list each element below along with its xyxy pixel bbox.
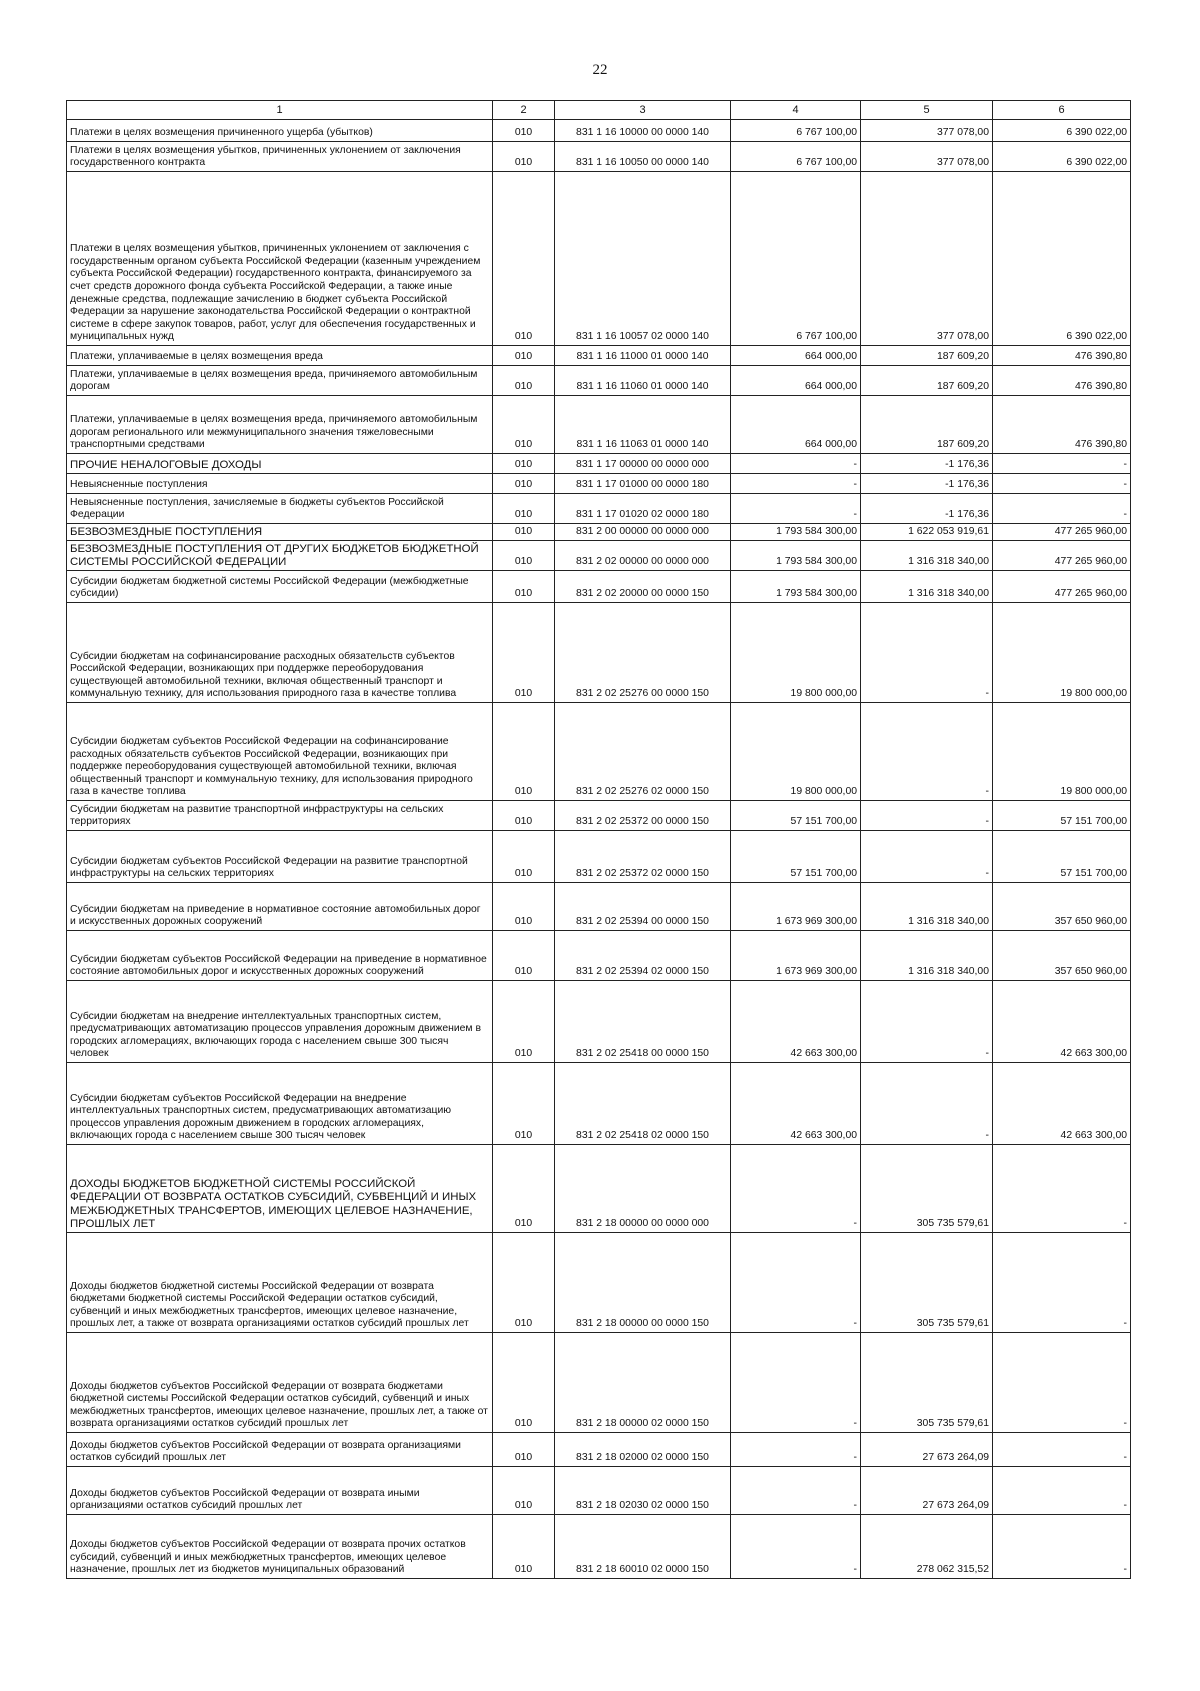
row-kbk: 831 1 16 10057 02 0000 140 [555, 172, 731, 346]
table-row [67, 396, 1131, 454]
row-kbk: 831 2 02 20000 00 0000 150 [555, 571, 731, 603]
row-name: Доходы бюджетов субъектов Российской Федерации от возврата прочих остатков субсидий, субвенций и иных межбюджетных трансфертов, имеющих целевое назначение, прошлых лет из бюджетов муниципальных образований [67, 1515, 493, 1579]
report-table [66, 100, 1131, 1579]
row-name: Платежи, уплачиваемые в целях возмещения вреда, причиняемого автомобильным дорогам регионального или межмуниципального значения тяжеловесными транспортными средствами [67, 396, 493, 454]
row-executed: 187 609,20 [861, 396, 993, 454]
row-code: 010 [493, 1063, 555, 1145]
row-approved: 42 663 300,00 [731, 981, 861, 1063]
row-unexecuted: 42 663 300,00 [993, 1063, 1131, 1145]
table-row [67, 120, 1131, 142]
row-approved: 6 767 100,00 [731, 172, 861, 346]
row-code: 010 [493, 831, 555, 883]
table-row [67, 1333, 1131, 1433]
row-approved: 1 673 969 300,00 [731, 931, 861, 981]
row-unexecuted: - [993, 474, 1131, 494]
row-approved: 1 673 969 300,00 [731, 883, 861, 931]
row-unexecuted: 477 265 960,00 [993, 524, 1131, 541]
table-row [67, 703, 1131, 801]
table-row [67, 603, 1131, 703]
row-executed: 187 609,20 [861, 366, 993, 396]
row-name: Субсидии бюджетам субъектов Российской Федерации на приведение в нормативное состояние автомобильных дорог и искусственных дорожных сооружений [67, 931, 493, 981]
row-approved: 664 000,00 [731, 346, 861, 366]
row-name: Доходы бюджетов субъектов Российской Федерации от возврата организациями остатков субсидий прошлых лет [67, 1433, 493, 1467]
table-row [67, 1433, 1131, 1467]
row-code: 010 [493, 366, 555, 396]
row-name: Платежи в целях возмещения причиненного ущерба (убытков) [67, 120, 493, 142]
row-executed: 305 735 579,61 [861, 1145, 993, 1233]
table-row [67, 831, 1131, 883]
row-kbk: 831 1 16 11060 01 0000 140 [555, 366, 731, 396]
row-unexecuted: - [993, 1333, 1131, 1433]
row-unexecuted: - [993, 494, 1131, 524]
table-row [67, 981, 1131, 1063]
row-approved: 1 793 584 300,00 [731, 541, 861, 571]
row-name: Платежи в целях возмещения убытков, причиненных уклонением от заключения с государственным органом субъекта Российской Федерации (казенным учреждением субъекта Российской Федерации) государственного контракта, финансируемого за счет средств дорожного фонда субъекта Российской Федерации, а также иные денежные средства, подлежащие зачислению в бюджет субъекта Российской Федерации за нарушение законодательства Российской Федерации о контрактной системе в сфере закупок товаров, работ, услуг для обеспечения государственных и муниципальных нужд [67, 172, 493, 346]
row-executed: 377 078,00 [861, 120, 993, 142]
header-col-1: 1 [67, 101, 493, 120]
row-unexecuted: - [993, 1515, 1131, 1579]
row-name: Платежи в целях возмещения убытков, причиненных уклонением от заключения государственного контракта [67, 142, 493, 172]
row-name: Субсидии бюджетам на внедрение интеллектуальных транспортных систем, предусматривающих автоматизацию процессов управления дорожным движением в городских агломерациях, включающих города с населением свыше 300 тысяч человек [67, 981, 493, 1063]
row-kbk: 831 2 18 02000 02 0000 150 [555, 1433, 731, 1467]
row-executed: 1 622 053 919,61 [861, 524, 993, 541]
row-code: 010 [493, 142, 555, 172]
table-row [67, 346, 1131, 366]
row-kbk: 831 2 02 25394 00 0000 150 [555, 883, 731, 931]
row-executed: 1 316 318 340,00 [861, 931, 993, 981]
table-row [67, 931, 1131, 981]
row-executed: - [861, 1063, 993, 1145]
table-row [67, 524, 1131, 541]
header-col-6: 6 [993, 101, 1131, 120]
row-approved: 19 800 000,00 [731, 703, 861, 801]
row-kbk: 831 1 16 11063 01 0000 140 [555, 396, 731, 454]
row-code: 010 [493, 1433, 555, 1467]
row-approved: 1 793 584 300,00 [731, 571, 861, 603]
header-col-2: 2 [493, 101, 555, 120]
row-approved: 57 151 700,00 [731, 801, 861, 831]
row-unexecuted: 477 265 960,00 [993, 571, 1131, 603]
table-row [67, 454, 1131, 474]
row-code: 010 [493, 703, 555, 801]
row-executed: -1 176,36 [861, 494, 993, 524]
row-kbk: 831 2 02 25276 02 0000 150 [555, 703, 731, 801]
row-executed: 377 078,00 [861, 142, 993, 172]
row-unexecuted: 476 390,80 [993, 346, 1131, 366]
header-col-4: 4 [731, 101, 861, 120]
row-unexecuted: - [993, 1145, 1131, 1233]
row-executed: - [861, 703, 993, 801]
row-name: Невыясненные поступления, зачисляемые в бюджеты субъектов Российской Федерации [67, 494, 493, 524]
row-approved: 6 767 100,00 [731, 142, 861, 172]
table-row [67, 474, 1131, 494]
row-name: Субсидии бюджетам на софинансирование расходных обязательств субъектов Российской Федерации, возникающих при поддержке переоборудования существующей автомобильной техники, включая общественный транспорт и коммунальную технику, для использования природного газа в качестве топлива [67, 603, 493, 703]
row-unexecuted: - [993, 1233, 1131, 1333]
row-name: Доходы бюджетов бюджетной системы Российской Федерации от возврата бюджетами бюджетной системы Российской Федерации остатков субсидий, субвенций и иных межбюджетных трансфертов, имеющих целевое назначение, прошлых лет, а также от возврата организациями остатков субсидий прошлых лет [67, 1233, 493, 1333]
row-kbk: 831 2 18 00000 02 0000 150 [555, 1333, 731, 1433]
row-code: 010 [493, 1145, 555, 1233]
row-code: 010 [493, 1333, 555, 1433]
row-kbk: 831 2 02 25418 00 0000 150 [555, 981, 731, 1063]
row-kbk: 831 1 17 01000 00 0000 180 [555, 474, 731, 494]
row-executed: 305 735 579,61 [861, 1333, 993, 1433]
row-approved: 42 663 300,00 [731, 1063, 861, 1145]
row-kbk: 831 1 16 10050 00 0000 140 [555, 142, 731, 172]
row-kbk: 831 2 00 00000 00 0000 000 [555, 524, 731, 541]
row-executed: - [861, 801, 993, 831]
row-approved: 664 000,00 [731, 396, 861, 454]
table-row [67, 142, 1131, 172]
row-unexecuted: 19 800 000,00 [993, 603, 1131, 703]
row-code: 010 [493, 571, 555, 603]
row-name: ДОХОДЫ БЮДЖЕТОВ БЮДЖЕТНОЙ СИСТЕМЫ РОССИЙСКОЙ ФЕДЕРАЦИИ ОТ ВОЗВРАТА ОСТАТКОВ СУБСИДИЙ, СУБВЕНЦИЙ И ИНЫХ МЕЖБЮДЖЕТНЫХ ТРАНСФЕРТОВ, ИМЕЮЩИХ ЦЕЛЕВОЕ НАЗНАЧЕНИЕ, ПРОШЛЫХ ЛЕТ [67, 1145, 493, 1233]
row-unexecuted: - [993, 454, 1131, 474]
row-unexecuted: 6 390 022,00 [993, 172, 1131, 346]
row-executed: -1 176,36 [861, 454, 993, 474]
row-kbk: 831 2 18 60010 02 0000 150 [555, 1515, 731, 1579]
row-kbk: 831 2 18 00000 00 0000 150 [555, 1233, 731, 1333]
row-kbk: 831 2 02 25372 02 0000 150 [555, 831, 731, 883]
table-row [67, 366, 1131, 396]
row-approved: - [731, 1433, 861, 1467]
row-unexecuted: - [993, 1433, 1131, 1467]
row-approved: 664 000,00 [731, 366, 861, 396]
row-code: 010 [493, 541, 555, 571]
row-kbk: 831 2 02 25276 00 0000 150 [555, 603, 731, 703]
table-body [67, 120, 1131, 1579]
row-kbk: 831 1 16 10000 00 0000 140 [555, 120, 731, 142]
row-code: 010 [493, 1233, 555, 1333]
row-executed: - [861, 603, 993, 703]
row-unexecuted: 476 390,80 [993, 396, 1131, 454]
table-row [67, 541, 1131, 571]
row-kbk: 831 2 18 00000 00 0000 000 [555, 1145, 731, 1233]
row-name: Субсидии бюджетам бюджетной системы Российской Федерации (межбюджетные субсидии) [67, 571, 493, 603]
row-executed: -1 176,36 [861, 474, 993, 494]
row-code: 010 [493, 981, 555, 1063]
row-code: 010 [493, 883, 555, 931]
row-unexecuted: 476 390,80 [993, 366, 1131, 396]
row-approved: - [731, 454, 861, 474]
row-unexecuted: 42 663 300,00 [993, 981, 1131, 1063]
row-name: Субсидии бюджетам субъектов Российской Федерации на развитие транспортной инфраструктуры на сельских территориях [67, 831, 493, 883]
table-row [67, 1467, 1131, 1515]
row-code: 010 [493, 494, 555, 524]
table-row [67, 494, 1131, 524]
row-unexecuted: - [993, 1467, 1131, 1515]
row-executed: - [861, 831, 993, 883]
row-name: БЕЗВОЗМЕЗДНЫЕ ПОСТУПЛЕНИЯ ОТ ДРУГИХ БЮДЖЕТОВ БЮДЖЕТНОЙ СИСТЕМЫ РОССИЙСКОЙ ФЕДЕРАЦИИ [67, 541, 493, 571]
row-code: 010 [493, 603, 555, 703]
row-executed: 1 316 318 340,00 [861, 541, 993, 571]
row-kbk: 831 2 02 00000 00 0000 000 [555, 541, 731, 571]
row-code: 010 [493, 172, 555, 346]
row-executed: 305 735 579,61 [861, 1233, 993, 1333]
row-kbk: 831 1 17 01020 02 0000 180 [555, 494, 731, 524]
table-row [67, 1233, 1131, 1333]
row-kbk: 831 1 16 11000 01 0000 140 [555, 346, 731, 366]
row-executed: 187 609,20 [861, 346, 993, 366]
table-row [67, 1515, 1131, 1579]
row-executed: 1 316 318 340,00 [861, 883, 993, 931]
row-kbk: 831 2 02 25418 02 0000 150 [555, 1063, 731, 1145]
table-row [67, 883, 1131, 931]
row-name: Доходы бюджетов субъектов Российской Федерации от возврата иными организациями остатков субсидий прошлых лет [67, 1467, 493, 1515]
row-name: Субсидии бюджетам на развитие транспортной инфраструктуры на сельских территориях [67, 801, 493, 831]
row-name: Доходы бюджетов субъектов Российской Федерации от возврата бюджетами бюджетной системы Российской Федерации остатков субсидий, субвенций и иных межбюджетных трансфертов, имеющих целевое назначение, прошлых лет, а также от возврата организациями остатков субсидий прошлых лет [67, 1333, 493, 1433]
row-code: 010 [493, 120, 555, 142]
row-name: Субсидии бюджетам на приведение в нормативное состояние автомобильных дорог и искусственных дорожных сооружений [67, 883, 493, 931]
row-unexecuted: 6 390 022,00 [993, 142, 1131, 172]
row-kbk: 831 2 02 25394 02 0000 150 [555, 931, 731, 981]
header-row [67, 101, 1131, 120]
row-kbk: 831 2 18 02030 02 0000 150 [555, 1467, 731, 1515]
row-name: Субсидии бюджетам субъектов Российской Федерации на софинансирование расходных обязательств субъектов Российской Федерации, возникающих при поддержке переоборудования существующей автомобильной техники, включая общественный транспорт и коммунальную технику, для использования природного газа в качестве топлива [67, 703, 493, 801]
page-number: 22 [592, 62, 608, 78]
row-unexecuted: 57 151 700,00 [993, 801, 1131, 831]
row-unexecuted: 57 151 700,00 [993, 831, 1131, 883]
row-unexecuted: 19 800 000,00 [993, 703, 1131, 801]
row-unexecuted: 357 650 960,00 [993, 931, 1131, 981]
table-row [67, 1145, 1131, 1233]
row-approved: 19 800 000,00 [731, 603, 861, 703]
row-kbk: 831 2 02 25372 00 0000 150 [555, 801, 731, 831]
row-name: Невыясненные поступления [67, 474, 493, 494]
row-code: 010 [493, 346, 555, 366]
row-approved: - [731, 1333, 861, 1433]
header-col-3: 3 [555, 101, 731, 120]
table-row [67, 172, 1131, 346]
row-executed: - [861, 981, 993, 1063]
header-col-5: 5 [861, 101, 993, 120]
row-approved: 1 793 584 300,00 [731, 524, 861, 541]
row-executed: 27 673 264,09 [861, 1467, 993, 1515]
row-executed: 27 673 264,09 [861, 1433, 993, 1467]
row-approved: - [731, 1233, 861, 1333]
row-executed: 278 062 315,52 [861, 1515, 993, 1579]
table-row [67, 1063, 1131, 1145]
row-executed: 377 078,00 [861, 172, 993, 346]
row-name: Субсидии бюджетам субъектов Российской Федерации на внедрение интеллектуальных транспортных систем, предусматривающих автоматизацию процессов управления дорожным движением в городских агломерациях, включающих города с населением свыше 300 тысяч человек [67, 1063, 493, 1145]
row-approved: - [731, 1467, 861, 1515]
row-approved: 6 767 100,00 [731, 120, 861, 142]
row-code: 010 [493, 454, 555, 474]
row-executed: 1 316 318 340,00 [861, 571, 993, 603]
row-code: 010 [493, 396, 555, 454]
table-row [67, 801, 1131, 831]
row-approved: - [731, 474, 861, 494]
row-code: 010 [493, 474, 555, 494]
row-approved: - [731, 494, 861, 524]
row-name: БЕЗВОЗМЕЗДНЫЕ ПОСТУПЛЕНИЯ [67, 524, 493, 541]
row-approved: 57 151 700,00 [731, 831, 861, 883]
row-code: 010 [493, 524, 555, 541]
row-approved: - [731, 1515, 861, 1579]
row-name: Платежи, уплачиваемые в целях возмещения вреда [67, 346, 493, 366]
row-code: 010 [493, 1515, 555, 1579]
row-unexecuted: 477 265 960,00 [993, 541, 1131, 571]
row-code: 010 [493, 1467, 555, 1515]
row-kbk: 831 1 17 00000 00 0000 000 [555, 454, 731, 474]
row-code: 010 [493, 801, 555, 831]
row-name: Платежи, уплачиваемые в целях возмещения вреда, причиняемого автомобильным дорогам [67, 366, 493, 396]
table-row [67, 571, 1131, 603]
row-name: ПРОЧИЕ НЕНАЛОГОВЫЕ ДОХОДЫ [67, 454, 493, 474]
row-unexecuted: 6 390 022,00 [993, 120, 1131, 142]
row-code: 010 [493, 931, 555, 981]
row-approved: - [731, 1145, 861, 1233]
row-unexecuted: 357 650 960,00 [993, 883, 1131, 931]
